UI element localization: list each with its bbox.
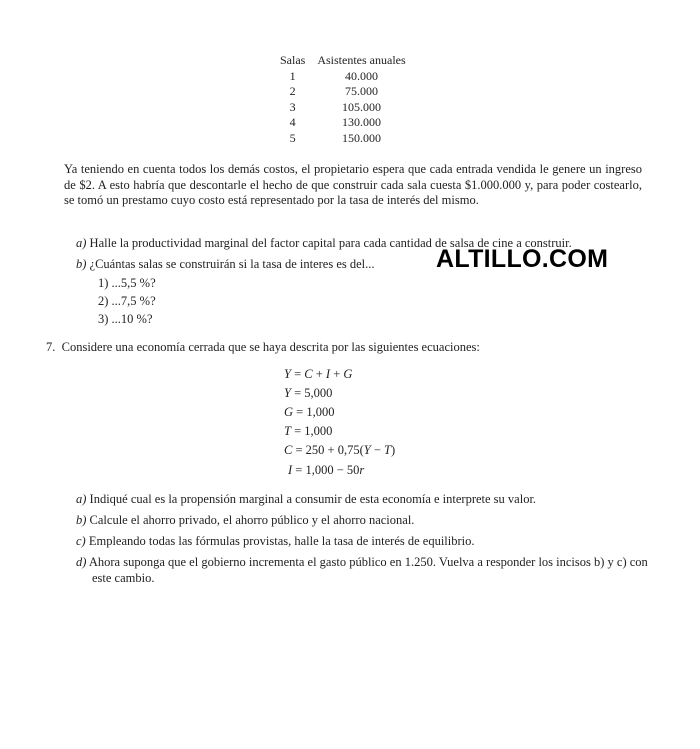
equation: Y = 5,000 — [284, 386, 333, 400]
sub-label: 1) — [98, 276, 109, 290]
item-text: Halle la productividad marginal del factor capital para cada cantidad de salsa de cine a construir. — [89, 236, 572, 250]
item-text: Calcule el ahorro privado, el ahorro público y el ahorro nacional. — [89, 513, 415, 527]
q7-item-b — [76, 513, 414, 529]
cell-asistentes: 75.000 — [345, 84, 378, 98]
item-text: Ahora suponga que el gobierno incrementa el gasto público en 1.250. Vuelva a responder los incisos b) y c) con este cambio. — [88, 555, 648, 585]
item-label: c) — [76, 534, 86, 548]
item-text: Indiqué cual es la propensión marginal a consumir de esta economía e interprete su valor. — [89, 492, 537, 506]
watermark-logo: ALTILLO.COM — [436, 245, 609, 273]
equation: I = 1,000 − 50r — [288, 463, 365, 477]
equation: C = 250 + 0,75(Y − T) — [284, 443, 396, 457]
cell-asistentes: 40.000 — [345, 68, 378, 83]
salas-table — [274, 53, 412, 146]
sub-label: 2) — [98, 294, 109, 308]
equation: G = 1,000 — [284, 405, 335, 419]
item-label: a) — [76, 236, 87, 250]
item-label: b) — [76, 513, 87, 527]
cell-salas: 5 — [289, 130, 296, 145]
q6-sub-1 — [98, 276, 156, 292]
table-row — [274, 115, 412, 131]
q6-item-b — [76, 257, 375, 273]
q6-sub-3 — [98, 312, 153, 328]
cell-asistentes: 150.000 — [342, 130, 381, 145]
question-text: Considere una economía cerrada que se haya descrita por las siguientes ecuaciones: — [61, 340, 480, 354]
table-row — [274, 131, 412, 147]
question-number: 7. — [46, 340, 56, 354]
item-text: Empleando todas las fórmulas provistas, halle la tasa de interés de equilibrio. — [88, 534, 475, 548]
sub-text: ...7,5 %? — [111, 294, 156, 308]
header-asistentes: Asistentes anuales — [317, 53, 406, 67]
item-text: ¿Cuántas salas se construirán si la tasa de interes es del... — [89, 257, 375, 271]
cell-salas: 1 — [289, 68, 296, 83]
cell-salas: 3 — [289, 99, 296, 114]
q7-item-d — [76, 555, 660, 586]
item-label: b) — [76, 257, 87, 271]
table-row — [274, 84, 412, 100]
equation: T = 1,000 — [284, 424, 333, 438]
paragraph: Ya teniendo en cuenta todos los demás costos, el propietario espera que cada entrada vendida le genere un ingreso de $2. A esto habría que descontarle el hecho de que construir cada sala cuesta $1.000.000 y, para poder costearlo, se tomó un prestamo cuyo costo está representado por la tasa de interés del mismo. — [64, 162, 642, 207]
q7-item-a — [76, 492, 536, 508]
cell-salas: 2 — [289, 84, 296, 98]
q7-item-c — [76, 534, 475, 550]
item-label: a) — [76, 492, 87, 506]
equation: Y = C + I + G — [284, 367, 353, 381]
table-row — [274, 100, 412, 116]
sub-label: 3) — [98, 312, 109, 326]
table-row — [274, 69, 412, 85]
sub-text: ...5,5 %? — [111, 276, 156, 290]
header-salas: Salas — [280, 53, 306, 67]
sub-text: ...10 %? — [111, 312, 153, 326]
q7-intro — [46, 340, 480, 356]
cell-asistentes: 130.000 — [342, 115, 381, 129]
cell-salas: 4 — [289, 115, 296, 129]
cell-asistentes: 105.000 — [342, 99, 381, 114]
item-label: d) — [76, 555, 87, 569]
q6-sub-2 — [98, 294, 156, 310]
